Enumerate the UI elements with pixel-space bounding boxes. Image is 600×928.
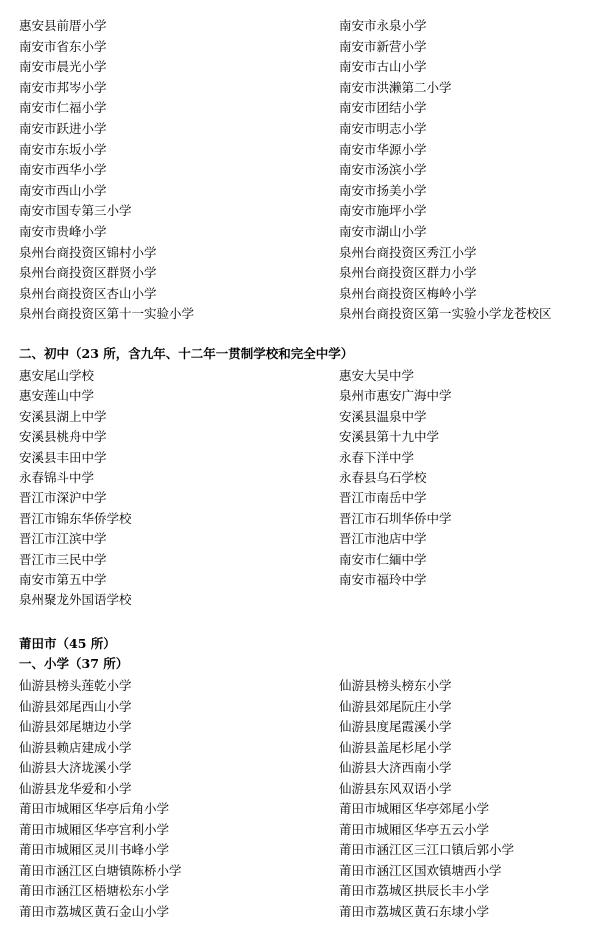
section-heading-junior-middle: 二、初中（23 所，含九年、十二年一贯制学校和完全中学）	[19, 346, 354, 361]
table-row	[0, 676, 600, 696]
school-name: 仙游县东风双语小学	[339, 780, 452, 796]
school-name: 莆田市城厢区华亭后角小学	[19, 801, 170, 816]
school-name: 南安市跃进小学	[19, 121, 107, 136]
school-name: 仙游县赖店建成小学	[19, 739, 132, 755]
school-name: 莆田市荔城区黄石金山小学	[19, 903, 170, 919]
school-name: 南安市第五中学	[19, 572, 107, 587]
school-name: 晋江市石圳华侨中学	[339, 510, 452, 526]
school-name: 南安市团结小学	[339, 100, 427, 116]
school-name: 泉州聚龙外国语学校	[19, 592, 132, 608]
school-name: 晋江市南岳中学	[339, 490, 427, 506]
school-name: 惠安大吴中学	[339, 368, 415, 383]
school-name: 惠安县前厝小学	[19, 18, 107, 33]
school-name: 南安市邦岑小学	[19, 79, 107, 95]
table-row	[0, 590, 600, 610]
school-name: 泉州台商投资区第一实验小学龙苍校区	[339, 306, 552, 322]
table-row	[0, 366, 600, 386]
school-name: 泉州台商投资区梅岭小学	[339, 285, 477, 301]
school-name: 惠安莲山中学	[19, 388, 95, 404]
school-name: 泉州台商投资区杏山小学	[19, 285, 157, 301]
table-row	[0, 140, 600, 160]
table-row	[0, 304, 600, 324]
table-row	[0, 448, 600, 468]
school-name: 南安市西山小学	[19, 182, 107, 198]
table-row	[0, 820, 600, 840]
school-name: 泉州台商投资区群贤小学	[19, 265, 157, 281]
school-name: 永春县乌石学校	[339, 470, 427, 485]
school-name: 莆田市涵江区国欢镇塘西小学	[339, 862, 502, 878]
school-name: 南安市汤滨小学	[339, 162, 427, 178]
table-row	[0, 509, 600, 529]
table-row	[0, 881, 600, 901]
school-name: 泉州台商投资区群力小学	[339, 265, 477, 281]
table-row	[0, 386, 600, 406]
school-name: 南安市西华小学	[19, 162, 107, 178]
school-name: 惠安尾山学校	[19, 368, 95, 383]
table-row	[0, 758, 600, 778]
school-name: 泉州台商投资区锦村小学	[19, 244, 157, 260]
table-row	[0, 550, 600, 570]
table-row	[0, 779, 600, 799]
table-row	[0, 902, 600, 922]
school-name: 晋江市三民中学	[19, 551, 107, 567]
table-row	[0, 488, 600, 508]
table-row	[0, 201, 600, 221]
table-row	[0, 37, 600, 57]
school-name: 仙游县榜头榜东小学	[339, 678, 452, 693]
school-name: 南安市仁福小学	[19, 100, 107, 116]
school-name: 南安市华源小学	[339, 141, 427, 157]
school-name: 泉州台商投资区第十一实验小学	[19, 306, 195, 322]
school-name: 南安市仁緬中学	[339, 551, 427, 567]
section-heading-primary: 一、小学（37 所）	[19, 656, 129, 671]
table-row	[0, 16, 600, 36]
school-name: 莆田市涵江区梧塘松东小学	[19, 883, 170, 898]
school-name: 仙游县榜头莲乾小学	[19, 678, 132, 693]
table-row	[0, 799, 600, 819]
school-name: 莆田市城厢区灵川书峰小学	[19, 842, 170, 857]
table-row	[0, 407, 600, 427]
table-row	[0, 181, 600, 201]
table-row	[0, 57, 600, 77]
school-name: 永春下洋中学	[339, 449, 415, 465]
table-row	[0, 697, 600, 717]
school-name: 仙游县盖尾杉尾小学	[339, 739, 452, 755]
table-row	[0, 861, 600, 881]
school-name: 晋江市池店中学	[339, 531, 427, 547]
table-row	[0, 840, 600, 860]
school-name: 南安市福玲中学	[339, 572, 427, 587]
school-name: 南安市晨光小学	[19, 59, 107, 75]
school-name: 晋江市深沪中学	[19, 490, 107, 506]
school-name: 南安市省东小学	[19, 38, 107, 54]
table-row	[0, 243, 600, 263]
school-name: 莆田市荔城区黄石东埭小学	[339, 903, 490, 919]
school-name: 仙游县龙华爱和小学	[19, 780, 132, 796]
school-name: 仙游县郊尾西山小学	[19, 698, 132, 714]
table-row	[0, 160, 600, 180]
school-name: 永春锦斗中学	[19, 470, 95, 485]
table-row	[0, 529, 600, 549]
school-name: 晋江市江滨中学	[19, 531, 107, 547]
school-name: 南安市明志小学	[339, 121, 427, 136]
table-row	[0, 427, 600, 447]
school-name: 安溪县温泉中学	[339, 408, 427, 424]
school-name: 安溪县桃舟中学	[19, 429, 107, 445]
table-row	[0, 78, 600, 98]
school-name: 安溪县丰田中学	[19, 449, 107, 465]
school-name: 南安市施坪小学	[339, 203, 427, 219]
school-name: 南安市湖山小学	[339, 224, 427, 239]
school-name: 安溪县湖上中学	[19, 408, 107, 424]
table-row	[0, 284, 600, 304]
school-name: 南安市贵峰小学	[19, 224, 107, 239]
school-name: 莆田市城厢区华亭五云小学	[339, 821, 490, 837]
school-name: 莆田市涵江区三江口镇后郭小学	[339, 842, 515, 857]
city-heading-putian: 莆田市（45 所）	[19, 636, 116, 651]
school-name: 南安市新营小学	[339, 38, 427, 54]
school-name: 仙游县大济西南小学	[339, 760, 452, 775]
school-name: 晋江市锦东华侨学校	[19, 510, 132, 526]
table-row	[0, 570, 600, 590]
school-name: 仙游县郊尾塘边小学	[19, 719, 132, 734]
school-name: 仙游县大济垅溪小学	[19, 760, 132, 775]
school-name: 南安市古山小学	[339, 59, 427, 75]
table-row	[0, 98, 600, 118]
school-name: 南安市洪濑第二小学	[339, 79, 452, 95]
school-name: 安溪县第十九中学	[339, 429, 440, 445]
table-row	[0, 222, 600, 242]
table-row	[0, 738, 600, 758]
table-row	[0, 263, 600, 283]
school-name: 仙游县郊尾阮庄小学	[339, 698, 452, 714]
table-row	[0, 717, 600, 737]
school-name: 南安市扬美小学	[339, 182, 427, 198]
school-name: 泉州市惠安广海中学	[339, 388, 452, 404]
school-name: 南安市东坂小学	[19, 141, 107, 157]
school-name: 南安市国专第三小学	[19, 203, 132, 219]
school-name: 莆田市城厢区华亭宫利小学	[19, 821, 170, 837]
school-name: 莆田市涵江区白塘镇陈桥小学	[19, 862, 182, 878]
table-row	[0, 119, 600, 139]
school-name: 莆田市荔城区拱辰长丰小学	[339, 883, 490, 898]
school-name: 莆田市城厢区华亭郊尾小学	[339, 801, 490, 816]
school-name: 南安市永泉小学	[339, 18, 427, 33]
school-name: 仙游县度尾霞溪小学	[339, 719, 452, 734]
school-name: 泉州台商投资区秀江小学	[339, 244, 477, 260]
table-row	[0, 468, 600, 488]
